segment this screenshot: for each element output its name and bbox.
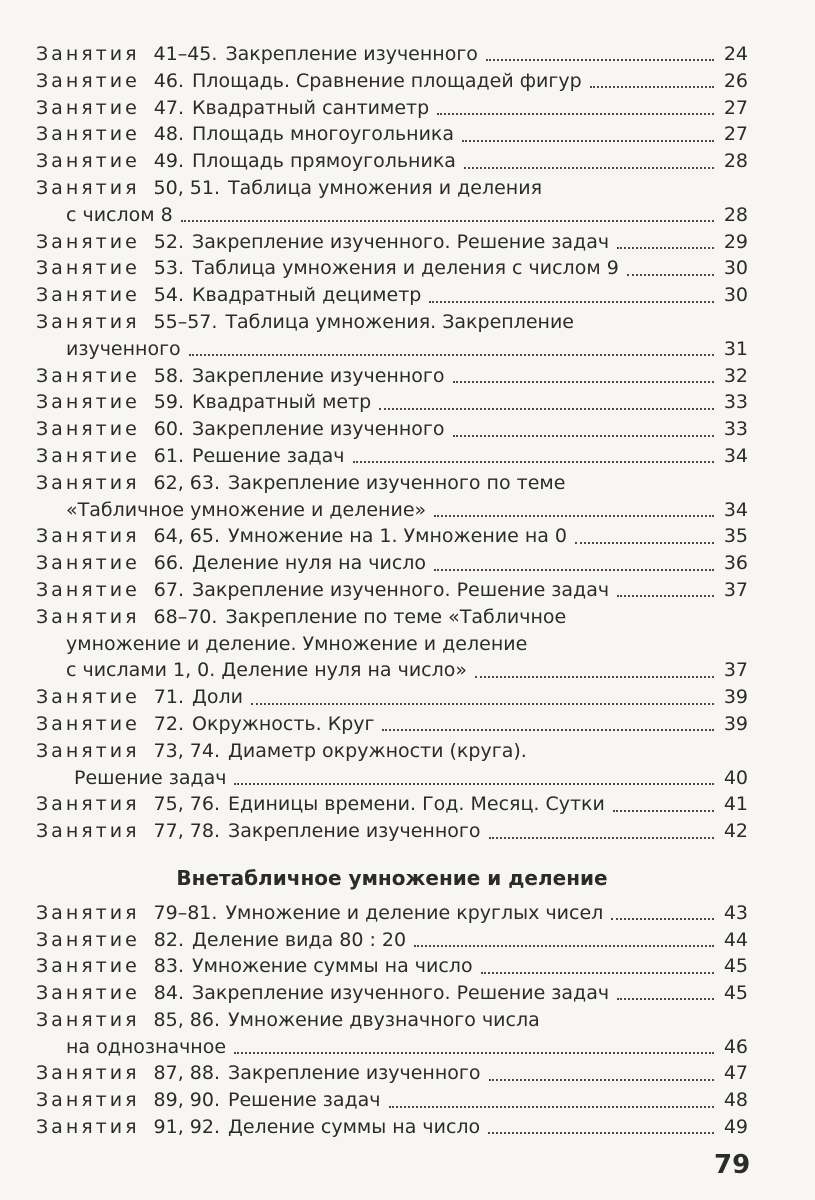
- toc-entry-title: Диаметр окружности (круга).: [228, 739, 527, 762]
- toc-entry-title: Умножение на 1. Умножение на 0: [228, 525, 568, 548]
- toc-entry-number: 61.: [153, 444, 185, 467]
- toc-entry-title: Таблица умножения и деления с числом 9: [192, 257, 619, 280]
- toc-entry: [36, 309, 748, 336]
- toc-entry-page: 48: [723, 1089, 748, 1112]
- toc-entry-page: 30: [723, 284, 748, 307]
- toc-entry-page: 34: [723, 444, 748, 467]
- toc-entry: [36, 389, 748, 416]
- toc-entry-title: Площадь прямоугольника: [192, 150, 456, 173]
- dot-leader: [611, 918, 714, 920]
- dot-leader: [434, 569, 714, 571]
- toc-entry-number: 46.: [153, 69, 185, 92]
- toc-entry-page: 34: [723, 498, 748, 521]
- toc-entry-page: 30: [723, 257, 748, 280]
- toc-entry-lead: Занятие: [36, 552, 140, 575]
- toc-entry-lead: Занятие: [36, 257, 140, 280]
- toc-entry-title: Решение задач: [192, 444, 345, 467]
- dot-leader: [489, 837, 714, 839]
- toc-entry-lead: Занятие: [36, 284, 140, 307]
- toc-entry-lead: Занятие: [36, 69, 140, 92]
- toc-entry-title: Квадратный дециметр: [192, 284, 422, 307]
- toc-entry: [36, 631, 748, 658]
- toc-entry-lead: Занятия: [36, 1008, 140, 1031]
- toc-entry-page: 40: [723, 766, 748, 789]
- dot-leader: [181, 220, 714, 222]
- toc-entry-continuation: изученного: [66, 337, 181, 360]
- toc-entry: [36, 443, 748, 470]
- toc-entry-number: 53.: [153, 257, 185, 280]
- toc-entry-number: 84.: [153, 982, 185, 1005]
- toc-entry-page: 39: [723, 712, 748, 735]
- toc-entry-title: Квадратный сантиметр: [192, 96, 430, 119]
- toc-entry-page: 27: [723, 123, 748, 146]
- dot-leader: [414, 945, 714, 947]
- toc-entry-page: 28: [723, 150, 748, 173]
- toc-list-part-1: [36, 41, 748, 845]
- dot-leader: [617, 247, 714, 249]
- toc-entry: [36, 148, 748, 175]
- toc-entry-title: Площадь многоугольника: [192, 123, 455, 146]
- dot-leader: [575, 542, 714, 544]
- toc-entry: [36, 711, 748, 738]
- toc-entry-number: 91, 92.: [153, 1116, 221, 1139]
- toc-entry-page: 45: [723, 982, 748, 1005]
- toc-entry-page: 46: [723, 1035, 748, 1058]
- dot-leader: [429, 301, 714, 303]
- dot-leader: [613, 810, 714, 812]
- dot-leader: [434, 515, 714, 517]
- toc-entry-page: 31: [723, 337, 748, 360]
- toc-entry-title: Закрепление по теме «Табличное: [225, 605, 567, 628]
- toc-list-part-2: [36, 900, 748, 1141]
- toc-entry-number: 68–70.: [153, 605, 218, 628]
- toc-entry: [36, 202, 748, 229]
- toc-entry-number: 41–45.: [153, 43, 218, 65]
- toc-entry-lead: Занятия: [36, 1089, 140, 1112]
- toc-entry: [36, 818, 748, 845]
- toc-entry-lead: Занятия: [36, 310, 140, 333]
- toc-entry-title: Единицы времени. Год. Месяц. Сутки: [228, 793, 605, 816]
- toc-entry: [36, 1060, 748, 1087]
- dot-leader: [379, 408, 714, 410]
- toc-entry-page: 37: [723, 659, 748, 682]
- toc-entry: [36, 470, 748, 497]
- toc-entry-number: 83.: [153, 955, 185, 978]
- page-number: 79: [714, 1150, 751, 1180]
- toc-entry: [36, 1087, 748, 1114]
- dot-leader: [486, 59, 714, 61]
- toc-entry-continuation: Решение задач: [74, 766, 227, 789]
- toc-entry-page: 35: [723, 525, 748, 548]
- toc-entry-number: 89, 90.: [153, 1089, 221, 1112]
- toc-entry: [36, 657, 748, 684]
- toc-entry-lead: Занятие: [36, 391, 140, 414]
- toc-entry-continuation: с числами 1, 0. Деление нуля на число»: [66, 659, 468, 682]
- toc-entry-title: Таблица умножения и деления: [228, 176, 543, 199]
- dot-leader: [464, 167, 714, 169]
- toc-entry-page: 26: [723, 69, 748, 92]
- dot-leader: [481, 972, 714, 974]
- toc-entry-number: 71.: [153, 686, 185, 709]
- dot-leader: [475, 676, 714, 678]
- toc-entry-title: Закрепление изученного: [228, 820, 481, 843]
- toc-entry-number: 52.: [153, 230, 185, 253]
- toc-entry-page: 33: [723, 391, 748, 414]
- toc-entry-lead: Занятия: [36, 1062, 140, 1085]
- toc-entry-lead: Занятие: [36, 712, 140, 735]
- toc-entry-number: 85, 86.: [153, 1008, 221, 1031]
- toc-entry: [36, 41, 748, 68]
- toc-entry-page: 44: [723, 928, 748, 951]
- toc-entry-title: Закрепление изученного: [225, 43, 478, 65]
- toc-entry-lead: Занятия: [36, 793, 140, 816]
- dot-leader: [437, 113, 714, 115]
- toc-entry: [36, 255, 748, 282]
- toc-entry-lead: Занятия: [36, 1116, 140, 1139]
- toc-entry: [36, 363, 748, 390]
- toc-entry: [36, 791, 748, 818]
- toc-entry-lead: Занятие: [36, 364, 140, 387]
- dot-leader: [189, 354, 714, 356]
- toc-entry-page: 32: [723, 364, 748, 387]
- toc-entry-title: Деление суммы на число: [228, 1116, 481, 1139]
- dot-leader: [234, 783, 714, 785]
- dot-leader: [251, 703, 714, 705]
- toc-entry-number: 50, 51.: [153, 176, 221, 199]
- toc-entry-page: 33: [723, 418, 748, 441]
- toc-entry-title: Закрепление изученного. Решение задач: [192, 230, 610, 253]
- toc-entry-number: 75, 76.: [153, 793, 221, 816]
- toc-entry-title: Деление нуля на число: [192, 552, 427, 575]
- toc-entry-lead: Занятие: [36, 96, 140, 119]
- toc-entry-lead: Занятия: [36, 739, 140, 762]
- dot-leader: [382, 729, 714, 731]
- toc-entry-number: 49.: [153, 150, 185, 173]
- toc-entry: [36, 68, 748, 95]
- toc-entry-title: Умножение двузначного числа: [228, 1008, 540, 1031]
- dot-leader: [453, 435, 714, 437]
- toc-entry-continuation: умножение и деление. Умножение и деление: [66, 632, 528, 655]
- toc-entry: [36, 953, 748, 980]
- toc-entry: [36, 416, 748, 443]
- toc-entry-number: 64, 65.: [153, 525, 221, 548]
- toc-entry-lead: Занятие: [36, 418, 140, 441]
- toc-entry: [36, 738, 748, 765]
- toc-entry-page: 24: [723, 43, 748, 65]
- toc-entry-page: 45: [723, 955, 748, 978]
- toc-entry: [36, 604, 748, 631]
- toc-entry: [36, 497, 748, 524]
- toc-entry-number: 47.: [153, 96, 185, 119]
- toc-entry-title: Закрепление изученного по теме: [228, 471, 566, 494]
- toc-entry-page: 42: [723, 820, 748, 843]
- dot-leader: [627, 274, 714, 276]
- toc-entry-lead: Занятия: [36, 901, 140, 924]
- toc-entry-number: 62, 63.: [153, 471, 221, 494]
- toc-entry-title: Умножение суммы на число: [192, 955, 473, 978]
- toc-entry-lead: Занятие: [36, 982, 140, 1005]
- dot-leader: [617, 595, 714, 597]
- toc-entry-lead: Занятие: [36, 123, 140, 146]
- toc-entry: [36, 175, 748, 202]
- toc-entry: [36, 550, 748, 577]
- dot-leader: [453, 381, 714, 383]
- toc-entry-number: 77, 78.: [153, 820, 221, 843]
- toc-entry: [36, 336, 748, 363]
- toc-entry-title: Площадь. Сравнение площадей фигур: [192, 69, 582, 92]
- toc-entry-number: 55–57.: [153, 310, 218, 333]
- toc-entry-number: 67.: [153, 578, 185, 601]
- dot-leader: [590, 86, 714, 88]
- toc-entry: [36, 523, 748, 550]
- toc-entry: [36, 282, 748, 309]
- toc-entry-continuation: на однозначное: [66, 1035, 227, 1058]
- toc-entry-lead: Занятие: [36, 955, 140, 978]
- toc-entry-number: 87, 88.: [153, 1062, 221, 1085]
- dot-leader: [488, 1132, 714, 1134]
- toc-entry-page: 29: [723, 230, 748, 253]
- toc-entry: [36, 229, 748, 256]
- toc-entry-number: 72.: [153, 712, 185, 735]
- dot-leader: [353, 461, 715, 463]
- toc-entry-page: 47: [723, 1062, 748, 1085]
- toc-entry: [36, 121, 748, 148]
- toc-entry-lead: Занятия: [36, 176, 140, 199]
- toc-entry-page: 37: [723, 578, 748, 601]
- toc-entry: [36, 1007, 748, 1034]
- toc-entry-lead: Занятия: [36, 525, 140, 548]
- toc-entry-page: 27: [723, 96, 748, 119]
- toc-entry-page: 36: [723, 552, 748, 575]
- toc-entry-number: 58.: [153, 364, 185, 387]
- toc-entry-number: 60.: [153, 418, 185, 441]
- toc-entry-page: 49: [723, 1116, 748, 1139]
- toc-entry-title: Закрепление изученного: [192, 418, 445, 441]
- dot-leader: [462, 140, 714, 142]
- toc-entry-title: Закрепление изученного: [192, 364, 445, 387]
- toc-entry-lead: Занятие: [36, 444, 140, 467]
- toc-entry: [36, 684, 748, 711]
- toc-entry-lead: Занятия: [36, 471, 140, 494]
- toc-entry-number: 82.: [153, 928, 185, 951]
- toc-entry-title: Деление вида 80 : 20: [192, 928, 407, 951]
- toc-entry: [36, 927, 748, 954]
- toc-entry: [36, 900, 748, 927]
- toc-entry: [36, 1034, 748, 1061]
- toc-entry-title: Закрепление изученного. Решение задач: [192, 982, 610, 1005]
- toc-entry-number: 73, 74.: [153, 739, 221, 762]
- section-heading: Внетабличное умножение и деление: [176, 865, 608, 890]
- toc-entry-lead: Занятия: [36, 43, 140, 65]
- toc-entry-page: 28: [723, 203, 748, 226]
- toc-entry-title: Таблица умножения. Закрепление: [225, 310, 574, 333]
- dot-leader: [489, 1079, 714, 1081]
- toc-entry-page: 39: [723, 686, 748, 709]
- toc-entry-lead: Занятие: [36, 230, 140, 253]
- toc-entry-lead: Занятие: [36, 686, 140, 709]
- toc-entry: [36, 1114, 748, 1141]
- toc-entry-number: 48.: [153, 123, 185, 146]
- toc-entry-number: 66.: [153, 552, 185, 575]
- toc-entry-lead: Занятие: [36, 150, 140, 173]
- toc-entry-title: Умножение и деление круглых чисел: [225, 901, 604, 924]
- toc-entry-lead: Занятия: [36, 605, 140, 628]
- dot-leader: [389, 1106, 715, 1108]
- toc-entry-title: Решение задач: [228, 1089, 381, 1112]
- toc-entry-number: 79–81.: [153, 901, 218, 924]
- toc-entry: [36, 980, 748, 1007]
- toc-entry-number: 59.: [153, 391, 185, 414]
- table-of-contents: [36, 41, 748, 1141]
- dot-leader: [617, 998, 714, 1000]
- toc-entry-page: 41: [723, 793, 748, 816]
- toc-entry-title: Закрепление изученного: [228, 1062, 481, 1085]
- dot-leader: [234, 1052, 714, 1054]
- toc-entry-continuation: «Табличное умножение и деление»: [66, 498, 427, 521]
- toc-entry-lead: Занятия: [36, 820, 140, 843]
- toc-entry: [36, 95, 748, 122]
- toc-entry-continuation: с числом 8: [66, 203, 173, 226]
- toc-entry-lead: Занятие: [36, 928, 140, 951]
- toc-entry: [36, 765, 748, 792]
- toc-entry-number: 54.: [153, 284, 185, 307]
- toc-entry-lead: Занятие: [36, 578, 140, 601]
- toc-entry-title: Окружность. Круг: [192, 712, 375, 735]
- toc-entry-title: Закрепление изученного. Решение задач: [192, 578, 610, 601]
- toc-entry: [36, 577, 748, 604]
- toc-entry-page: 43: [723, 901, 748, 924]
- toc-entry-title: Квадратный метр: [192, 391, 372, 414]
- toc-entry-title: Доли: [192, 686, 243, 709]
